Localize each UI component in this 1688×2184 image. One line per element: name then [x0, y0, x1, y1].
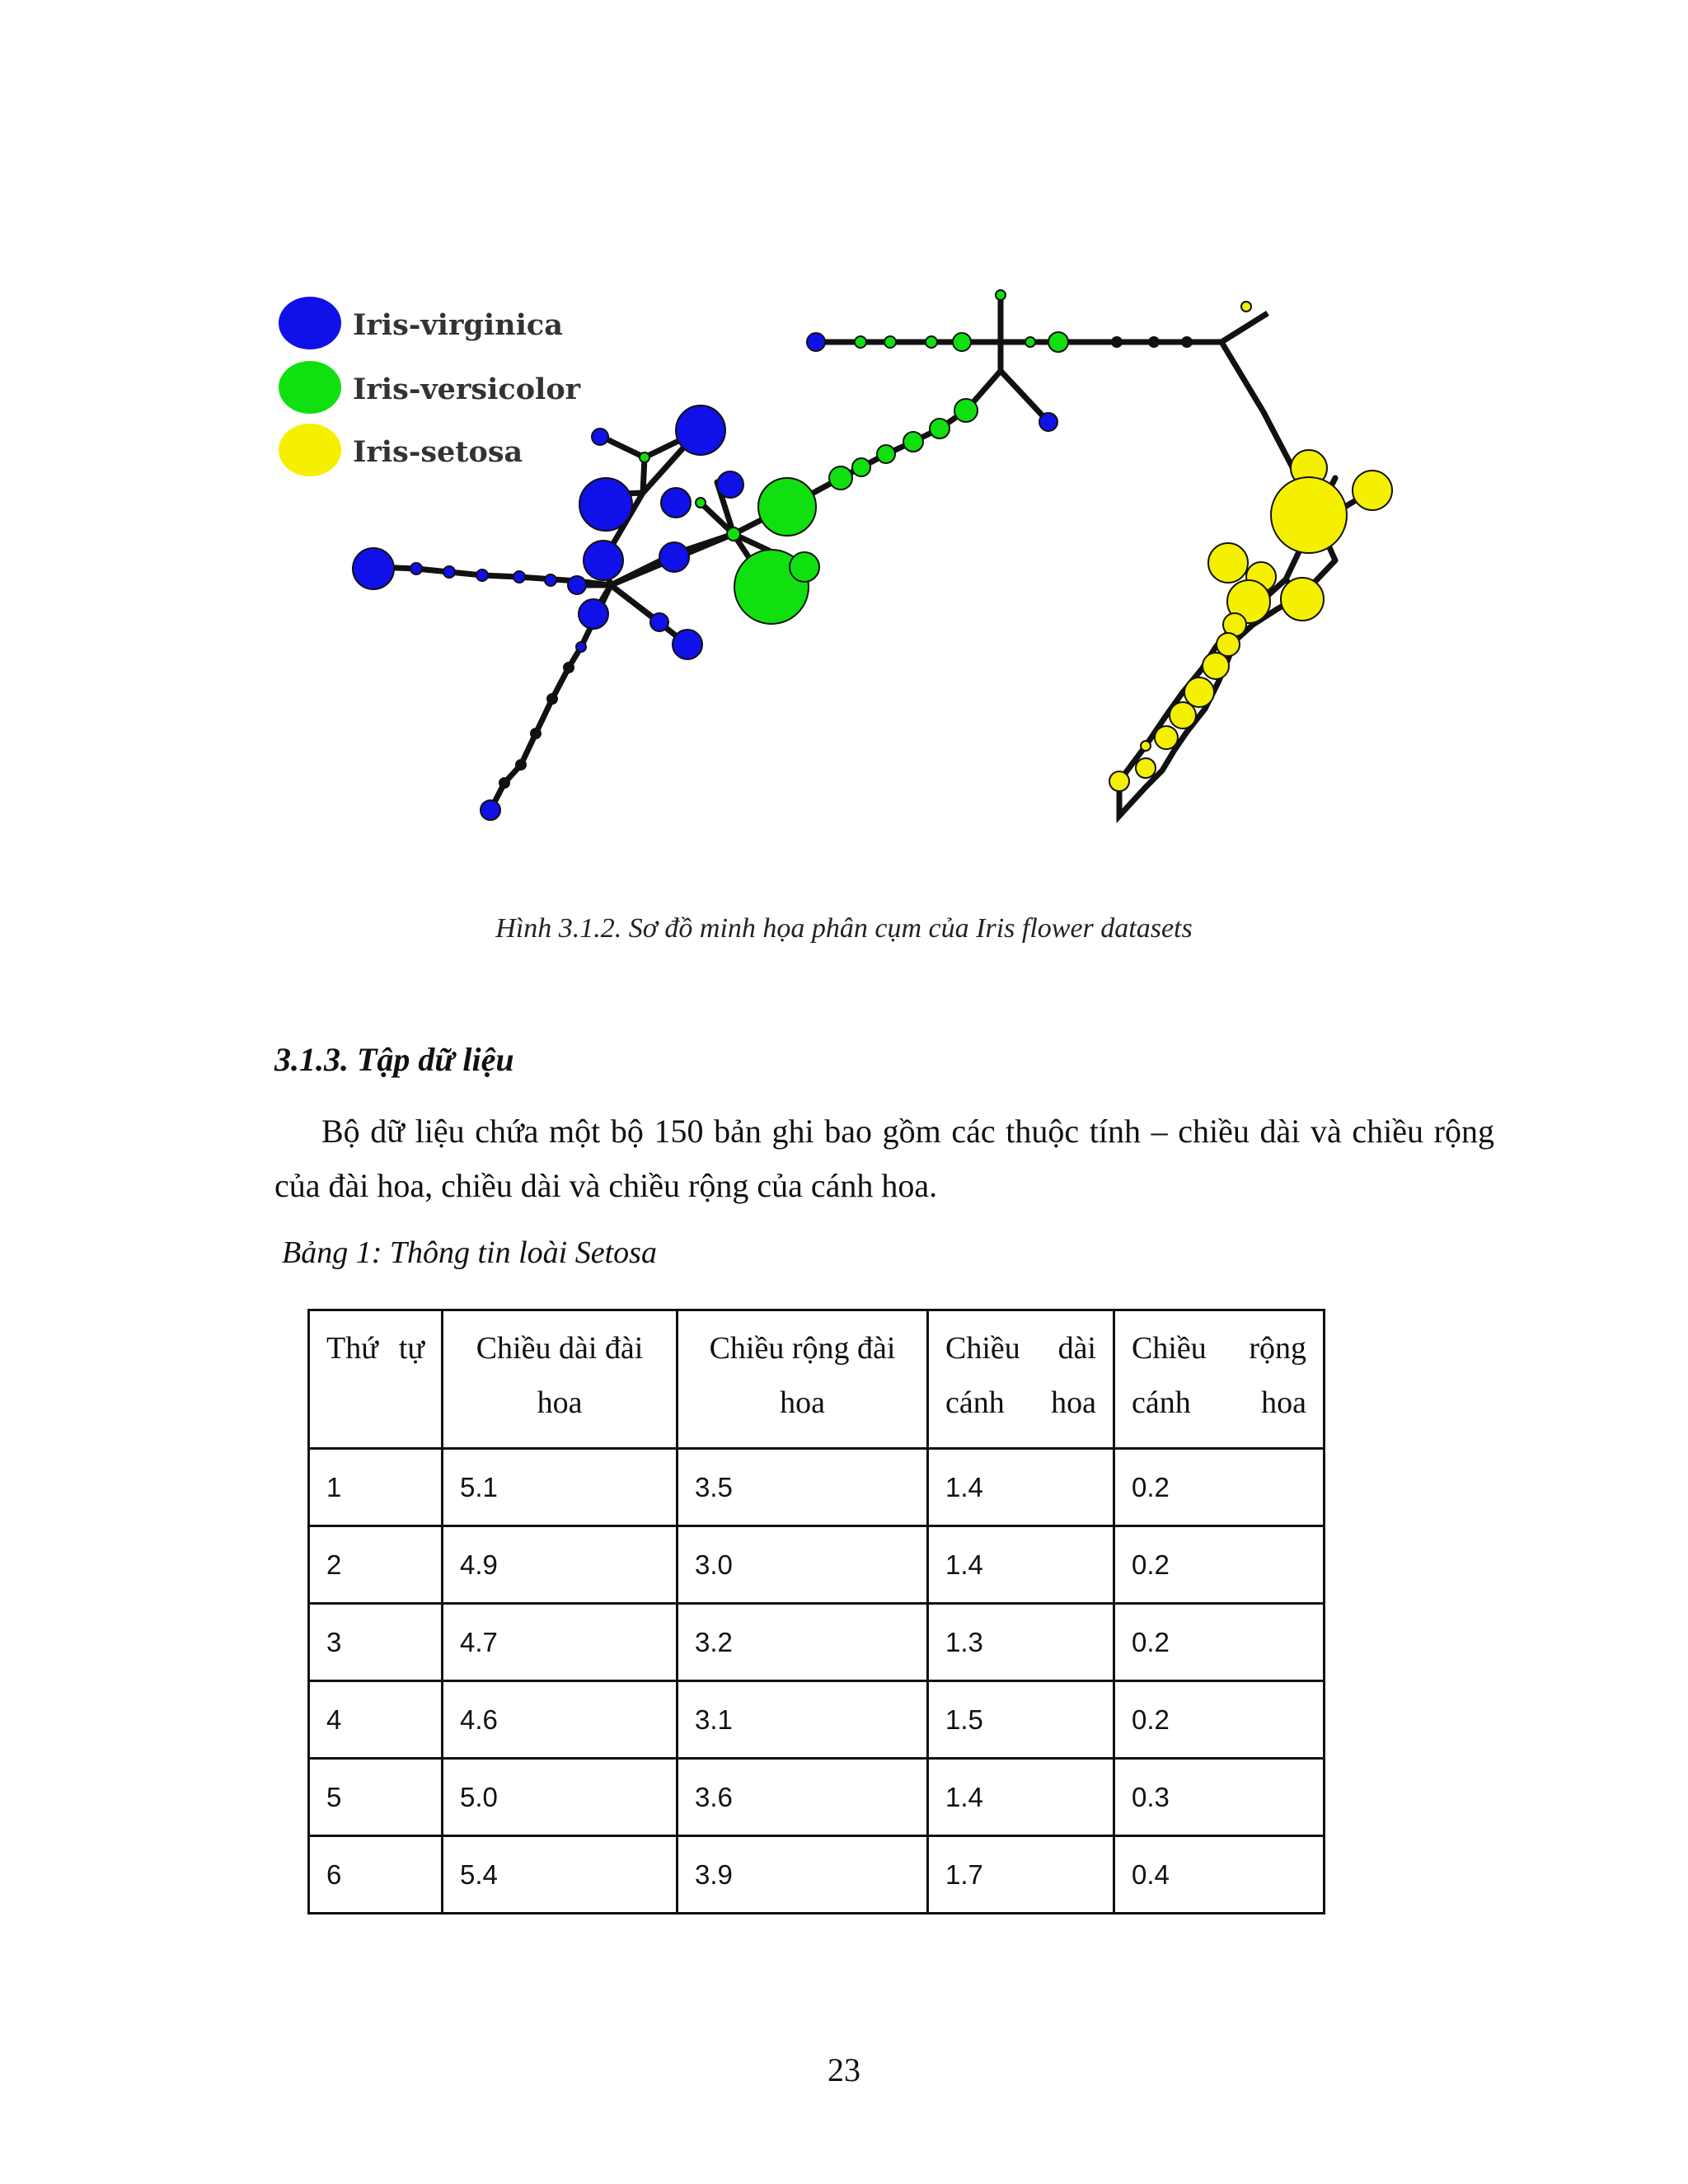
table-cell: 3.2 [678, 1604, 928, 1681]
table-cell: 0.2 [1114, 1449, 1325, 1526]
legend-label: Iris-versicolor [353, 373, 581, 406]
setosa-table [307, 1309, 1325, 1915]
column-header: Chiều dài cánh hoa [928, 1310, 1114, 1449]
table-row [309, 1836, 1325, 1914]
legend-label: Iris-setosa [353, 435, 523, 469]
cluster-diagram [0, 0, 1688, 907]
table-cell: 3.1 [678, 1681, 928, 1759]
table-cell: 2 [309, 1526, 443, 1604]
table-row [309, 1681, 1325, 1759]
table-cell: 3.6 [678, 1759, 928, 1836]
table-cell: 1.4 [928, 1526, 1114, 1604]
figure-caption: Hình 3.1.2. Sơ đồ minh họa phân cụm của Iris flower datasets [495, 913, 1193, 944]
table-cell: 0.2 [1114, 1526, 1325, 1604]
legend-item-virginica [279, 297, 563, 349]
table-row [309, 1526, 1325, 1604]
section-heading: 3.1.3. Tập dữ liệu [274, 1041, 514, 1078]
body-paragraph: Bộ dữ liệu chứa một bộ 150 bản ghi bao gồm các thuộc tính – chiều dài và chiều rộng của đài hoa, chiều dài và chiều rộng của cánh hoa. [274, 1113, 1494, 1204]
table-cell: 5.0 [443, 1759, 678, 1836]
table-cell: 1.5 [928, 1681, 1114, 1759]
column-header: Chiều dài đài hoa [443, 1310, 678, 1449]
table-cell: 0.2 [1114, 1604, 1325, 1681]
table-cell: 3.9 [678, 1836, 928, 1914]
table-cell: 5.1 [443, 1449, 678, 1526]
table-header-row [309, 1310, 1325, 1449]
table-cell: 1.4 [928, 1759, 1114, 1836]
table-cell: 4.6 [443, 1681, 678, 1759]
table-cell: 1.3 [928, 1604, 1114, 1681]
table-caption: Bảng 1: Thông tin loài Setosa [282, 1235, 657, 1270]
table-cell: 3.0 [678, 1526, 928, 1604]
table-row [309, 1759, 1325, 1836]
legend-item-setosa [279, 424, 523, 476]
table-cell: 1 [309, 1449, 443, 1526]
table-row [309, 1449, 1325, 1526]
legend [279, 297, 581, 476]
legend-item-versicolor [279, 361, 581, 414]
page-number: 23 [828, 2051, 860, 2088]
table-row [309, 1604, 1325, 1681]
table-cell: 5.4 [443, 1836, 678, 1914]
legend-label: Iris-virginica [353, 308, 563, 342]
table-cell: 1.7 [928, 1836, 1114, 1914]
column-header: Thứ tự [309, 1310, 443, 1449]
table-cell: 5 [309, 1759, 443, 1836]
table-cell: 4 [309, 1681, 443, 1759]
table-cell: 4.9 [443, 1526, 678, 1604]
table-cell: 6 [309, 1836, 443, 1914]
table-cell: 0.2 [1114, 1681, 1325, 1759]
column-header: Chiều rộng cánh hoa [1114, 1310, 1325, 1449]
table-cell: 0.3 [1114, 1759, 1325, 1836]
column-header: Chiều rộng đài hoa [678, 1310, 928, 1449]
table-cell: 3.5 [678, 1449, 928, 1526]
table-cell: 4.7 [443, 1604, 678, 1681]
table-cell: 1.4 [928, 1449, 1114, 1526]
table-cell: 0.4 [1114, 1836, 1325, 1914]
table-cell: 3 [309, 1604, 443, 1681]
